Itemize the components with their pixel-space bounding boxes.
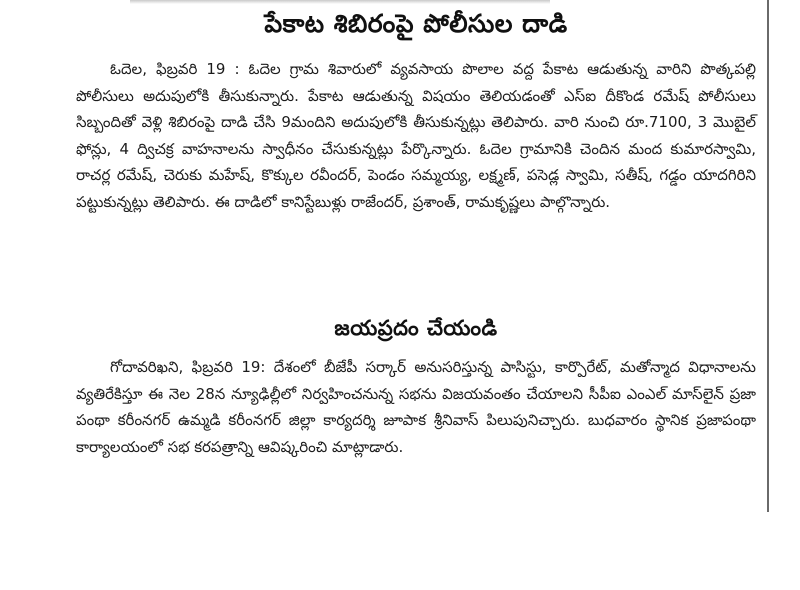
article-card-raid bbox=[76, 6, 756, 215]
article-body: గోదావరిఖని, ఫిబ్రవరి 19: దేశంలో బీజేపీ సర్కార్ అనుసరిస్తున్న పాసిస్టు, కార్పొరేట్, మతోన్మాద విధానాలను వ్యతిరేకిస్తూ ఈ నెల 28న న్యూఢిల్లీలో నిర్వహించనున్న సభను విజయవంతం చేయాలని సీపీఐ ఎంఎల్ మాస్‌లైన్ ప్రజా పంథా కరీంనగర్ ఉమ్మడి కరీంనగర్ జిల్లా కార్యదర్శి జూపాక శ్రీనివాస్ పిలుపునిచ్చారు. బుధవారం స్థానిక ప్రజాపంథా కార్యాలయంలో సభ కరపత్రాన్ని ఆవిష్కరించి మాట్లాడారు. bbox=[76, 358, 756, 456]
column-divider bbox=[767, 0, 769, 512]
article-card-appeal bbox=[76, 312, 756, 460]
clipping-edge bbox=[130, 0, 550, 4]
article-headline: పేకాట శిబిరంపై పోలీసుల దాడి bbox=[264, 9, 568, 38]
article-body: ఓదెల, ఫిబ్రవరి 19 : ఓదెల గ్రామ శివారులో వ్యవసాయ పొలాల వద్ద పేకాట ఆడుతున్న వారిని పొత్కపల్లి పోలీసులు అదుపులోకి తీసుకున్నారు. పేకాట ఆడుతున్న విషయం తెలియడంతో ఎస్ఐ దీకొండ రమేష్ పోలీసులు సిబ్బందితో వెళ్లి శిబిరంపై దాడి చేసి 9మందిని అదుపులోకి తీసుకున్నట్లు తెలిపారు. వారి నుంచి రూ.7100, 3 మొబైల్ ఫోన్లు, 4 ద్విచక్ర వాహనాలను స్వాధీనం చేసుకున్నట్లు పేర్కొన్నారు. ఓదెల గ్రామానికి చెందిన మంద కుమారస్వామి, రాచర్ల రమేష్, చెరుకు మహేష్, కొక్కుల రవీందర్, పెండం సమ్మయ్య, లక్ష్మణ్, పసెడ్ల స్వామి, సతీష్, గడ్డం యాదగిరిని పట్టుకున్నట్లు తెలిపారు. ఈ దాడిలో కానిస్టేబుళ్లు రాజేందర్, ప్రశాంత్, రామకృష్ణలు పాల్గొన్నారు. bbox=[76, 60, 756, 211]
article-headline: జయప్రదం చేయండి bbox=[334, 316, 498, 340]
